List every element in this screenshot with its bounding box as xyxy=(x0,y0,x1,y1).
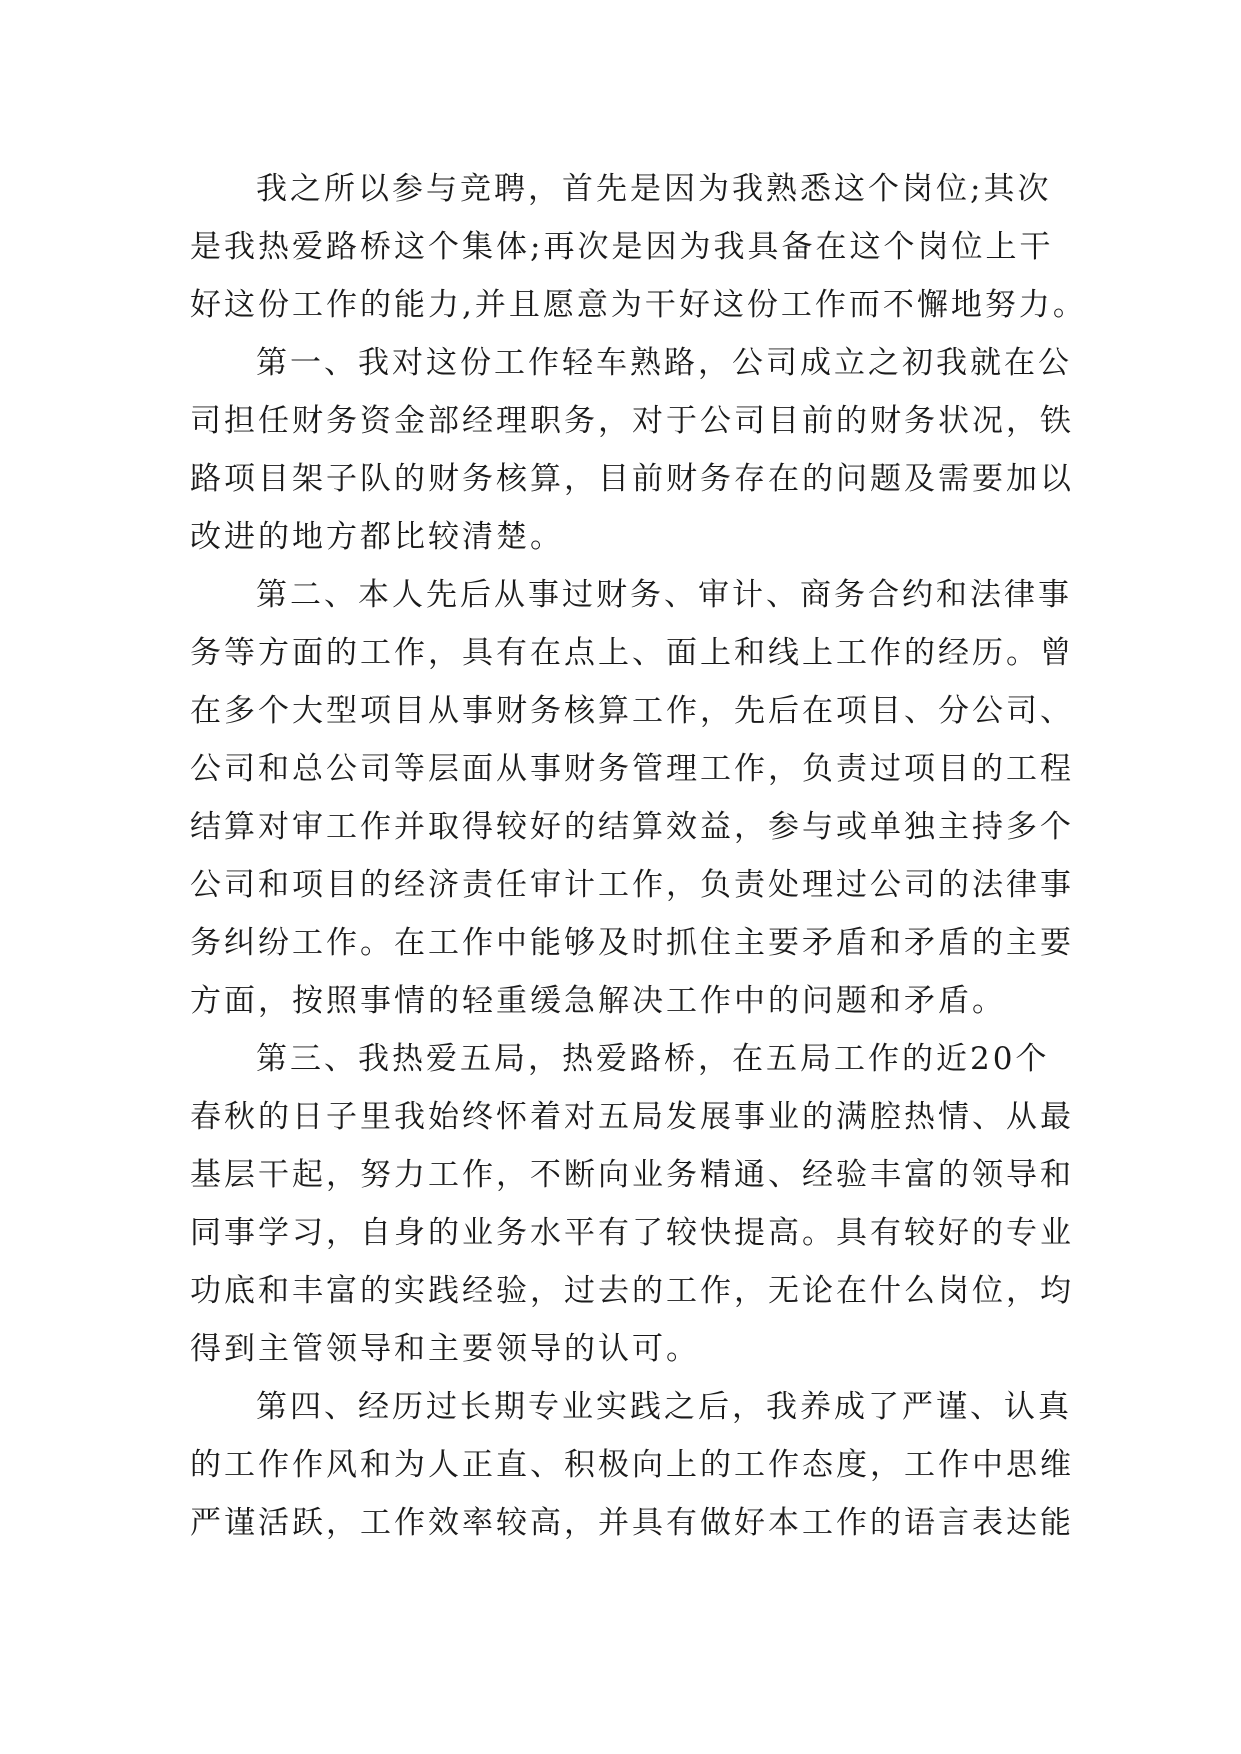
paragraph-2-line-4: 改进的地方都比较清楚。 xyxy=(190,519,564,555)
paragraph-3-line-6: 公司和项目的经济责任审计工作，负责处理过公司的法律事 xyxy=(190,867,1074,903)
paragraph-4-line-2: 春秋的日子里我始终怀着对五局发展事业的满腔热情、从最 xyxy=(190,1099,1074,1135)
paragraph-5-line-3: 严谨活跃，工作效率较高，并具有做好本工作的语言表达能 xyxy=(190,1505,1074,1541)
paragraph-3-line-3: 在多个大型项目从事财务核算工作，先后在项目、分公司、 xyxy=(190,693,1074,729)
paragraph-5-line-1: 第四、经历过长期专业实践之后，我养成了严谨、认真 xyxy=(256,1389,1072,1425)
paragraph-3-line-5: 结算对审工作并取得较好的结算效益，参与或单独主持多个 xyxy=(190,809,1074,845)
document-body xyxy=(190,160,1087,1552)
paragraph-1-line-1: 我之所以参与竞聘，首先是因为我熟悉这个岗位;其次 xyxy=(256,171,1052,207)
paragraph-1-line-3: 好这份工作的能力,并且愿意为干好这份工作而不懈地努力。 xyxy=(190,287,1087,323)
paragraph-4-line-6: 得到主管领导和主要领导的认可。 xyxy=(190,1331,700,1367)
paragraph-4-line-4: 同事学习，自身的业务水平有了较快提高。具有较好的专业 xyxy=(190,1215,1074,1251)
paragraph-2-line-3: 路项目架子队的财务核算，目前财务存在的问题及需要加以 xyxy=(190,461,1074,497)
paragraph-3-line-4: 公司和总公司等层面从事财务管理工作，负责过项目的工程 xyxy=(190,751,1074,787)
paragraph-3-line-7: 务纠纷工作。在工作中能够及时抓住主要矛盾和矛盾的主要 xyxy=(190,925,1074,961)
paragraph-4-line-3: 基层干起，努力工作，不断向业务精通、经验丰富的领导和 xyxy=(190,1157,1074,1193)
paragraph-3-line-8: 方面，按照事情的轻重缓急解决工作中的问题和矛盾。 xyxy=(190,983,1006,1019)
paragraph-5-line-2: 的工作作风和为人正直、积极向上的工作态度，工作中思维 xyxy=(190,1447,1074,1483)
paragraph-2-line-2: 司担任财务资金部经理职务，对于公司目前的财务状况，铁 xyxy=(190,403,1074,439)
paragraph-3-line-1: 第二、本人先后从事过财务、审计、商务合约和法律事 xyxy=(256,577,1072,613)
paragraph-1-line-2: 是我热爱路桥这个集体;再次是因为我具备在这个岗位上干 xyxy=(190,229,1054,265)
paragraph-2-line-1: 第一、我对这份工作轻车熟路，公司成立之初我就在公 xyxy=(256,345,1072,381)
paragraph-3-line-2: 务等方面的工作，具有在点上、面上和线上工作的经历。曾 xyxy=(190,635,1074,671)
paragraph-4-line-1: 第三、我热爱五局，热爱路桥，在五局工作的近20个 xyxy=(256,1041,1050,1077)
paragraph-4-line-5: 功底和丰富的实践经验，过去的工作，无论在什么岗位，均 xyxy=(190,1273,1074,1309)
